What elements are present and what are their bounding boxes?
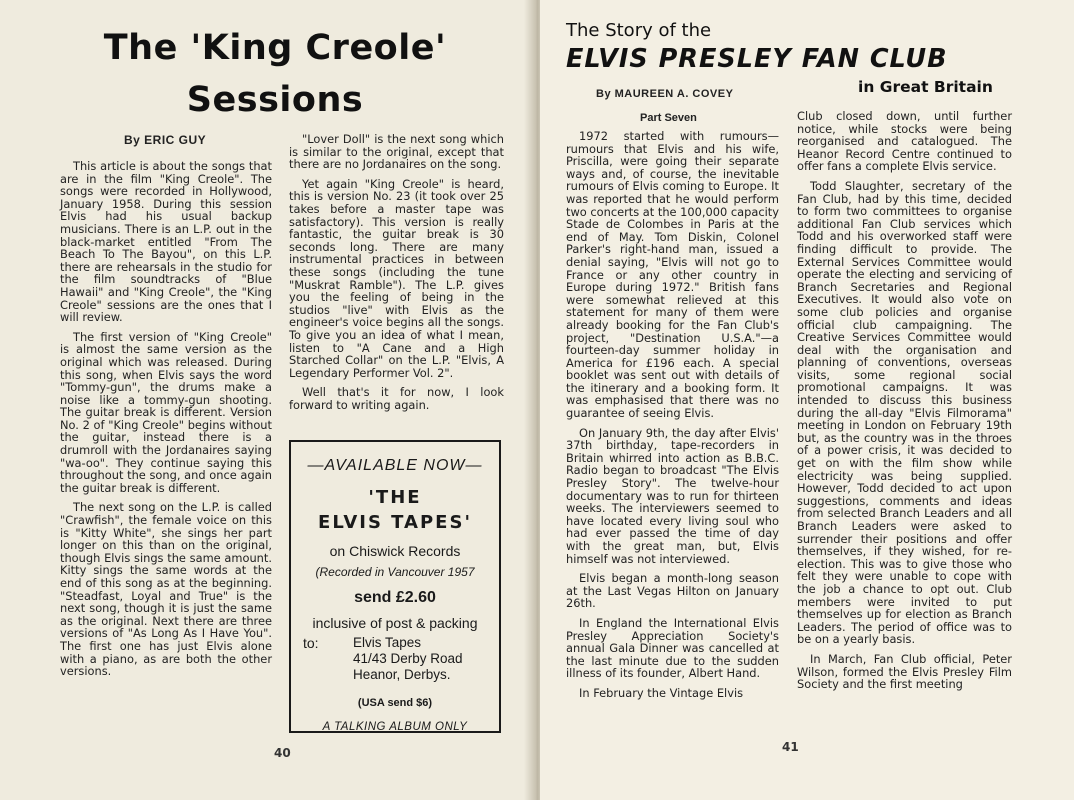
paragraph: Todd Slaughter, secretary of the Fan Club, had by this time, decided to form two committees to organise additional Fan Club services which Todd and his overworked staff were finding difficult to provide. The External Services Committee would operate the electing and servicing of Branch Secretaries and Regional Executives. It would also vote on some club policies and organise official club campaigning. The Creative Services Committee would deal with the organisation and planning of conventions, overseas visits, some regional social promotional campaigns. It was intended to discuss this business during the all-day "Elvis Filmorama" meeting in London on February 19th but, as the country was in the throes of a power crisis, it was decided to get on with the film show while electricity was being supplied. However, Todd decided to act upon suggestions, comments and ideas from selected Branch Leaders and all Branch Leaders were asked to surrender their positions and offer themselves, if they wished, for re-election. This was to give those who felt they were unable to cope with the job a chance to opt out. Club members were invited to put themselves up for election as Branch Leaders. The period of office was to be on a yearly basis. [797, 178, 1012, 647]
ad-address-line: 41/43 Derby Road [353, 651, 463, 666]
ad-recorded-note: (Recorded in Vancouver 1957 [315, 565, 475, 579]
paragraph: "Lover Doll" is the next song which is similar to the original, except that there are no Jordanaires on the song. [289, 132, 504, 172]
ad-price: send £2.60 [354, 589, 436, 606]
paragraph: The first version of "King Creole" is almost the same version as the original which was released. During this song, when Elvis says the word "Tommy-gun", the drums make a noise like a tommy-gun shooting. The guitar break is different. Version No. 2 of "King Creole" begins without the guitar, instead there is a drumroll with the Jordanaires saying "wa-oo". They continue saying this throughout the song, and once again the guitar break is different. [60, 329, 272, 495]
ad-address-line: Elvis Tapes [353, 635, 422, 650]
title-line-2: Sessions [186, 80, 364, 120]
ad-record-label: on Chiswick Records [329, 543, 461, 559]
article-byline: By ERIC GUY [124, 133, 207, 147]
ad-title-line-2: ELVIS TAPES' [318, 512, 472, 533]
right-column-1 [566, 130, 779, 707]
ad-available-now: —AVAILABLE NOW— [307, 457, 483, 474]
paragraph: In March, Fan Club official, Peter Wilson, formed the Elvis Presley Film Society and the first meeting [797, 651, 1012, 692]
paragraph: On January 9th, the day after Elvis' 37th birthday, tape-recorders in Britain whirred into action as B.B.C. Radio began to broadcast "The Elvis Presley Story". The twelve-hour documentary was to run for thirteen weeks. The interviewers seemed to have located every living soul who had ever passed the time of day with the great man, but, Elvis himself was not interviewed. [566, 425, 779, 566]
right-column-2 [797, 110, 1012, 698]
paragraph: Yet again "King Creole" is heard, this is version No. 23 (it took over 25 takes before a master tape was satisfactory). This version is really fantastic, the guitar break is 30 seconds long. There are many instrumental practices in between these songs (including the tune "Muskrat Ramble"). The L.P. gives you the feeling of being in the studios "live" with Elvis as the engineer's voice begins all the songs. To give you an idea of what I mean, listen to "A Cane and a High Starched Collar" on the L.P. "Elvis, A Legendary Performer Vol. 2". [289, 176, 504, 380]
great-britain-subtitle: in Great Britain [858, 78, 993, 96]
part-heading: Part Seven [640, 112, 697, 124]
paragraph: Club closed down, until further notice, while stocks were being reorganised and catalogued. The Heanor Record Centre continued to offer fans a complete Elvis service. [797, 109, 1012, 174]
title-line-1: The 'King Creole' [103, 28, 447, 68]
paragraph: The next song on the L.P. is called "Crawfish", the female voice on this is "Kitty White", she sings her part longer on this than on the original, though Elvis sings the same amount. Kitty sings the same words at the end of this song as at the beginning. "Steadfast, Loyal and True" is the next song, though it is just the same as the original. Next there are three versions of "As Long As I Have You". The first one has just Elvis alone with a piano, as are both the other versions. [60, 500, 272, 679]
page-number: 40 [274, 746, 291, 760]
paragraph: Elvis began a month-long season at the Last Vegas Hilton on January 26th. [566, 571, 779, 611]
left-column-1 [60, 160, 272, 685]
paragraph: This article is about the songs that are in the film "King Creole". The songs were recorded in Hollywood, January 1958. During this session Elvis had his usual backup musicians. There is an L.P. out in the black-market entitled "From The Beach To The Bayou", on this L.P. there are rehearsals in the studio for the film soundtracks of "Blue Hawaii" and "King Creole", the "King Creole" sessions are the ones that I will review. [60, 159, 272, 325]
left-column-2 [289, 133, 504, 418]
paragraph: In February the Vintage Elvis [579, 685, 744, 700]
ad-address-line: Heanor, Derbys. [353, 667, 451, 682]
story-byline: By MAUREEN A. COVEY [596, 88, 734, 100]
ad-usa-price: (USA send $6) [357, 697, 433, 709]
left-page [0, 0, 534, 800]
article-title [70, 22, 480, 126]
ad-address [291, 635, 499, 695]
ad-inclusive: inclusive of post & packing [312, 615, 478, 631]
paragraph: 1972 started with rumours—rumours that Elvis and his wife, Priscilla, were going their separate ways and, of course, the inevitable rumours of Elvis coming to Europe. It was reported that he would perform two concerts at the 100,000 capacity Stade de Colombes in Paris at the end of May. Tom Diskin, Colonel Parker's right-hand man, issued a denial saying, "Elvis will not go to France or any other country in Europe during 1972." British fans were somewhat relieved at this statement for many of them were already booking for the Fan Club's project, "Destination U.S.A."—a fourteen-day summer holiday in America for £196 each. A special booklet was sent out with details of the itinerary and a booking form. It was emphasised that there was no guarantee of seeing Elvis. [566, 129, 779, 421]
page-number: 41 [782, 740, 799, 754]
paragraph: In England the International Elvis Presley Appreciation Society's annual Gala Dinner was cancelled at the last minute due to the sudden illness of its founder, Albert Hand. [566, 615, 779, 681]
ad-talking-album: A TALKING ALBUM ONLY [322, 721, 468, 733]
story-of-heading: The Story of the [566, 20, 712, 41]
fan-club-title: ELVIS PRESLEY FAN CLUB [566, 44, 948, 74]
ad-address-lines [353, 635, 463, 683]
ad-to-label: to: [303, 635, 319, 651]
ad-title-line-1: 'THE [368, 487, 422, 508]
paragraph: Well that's it for now, I look forward to writing again. [289, 385, 504, 412]
advertisement-box [289, 440, 501, 733]
